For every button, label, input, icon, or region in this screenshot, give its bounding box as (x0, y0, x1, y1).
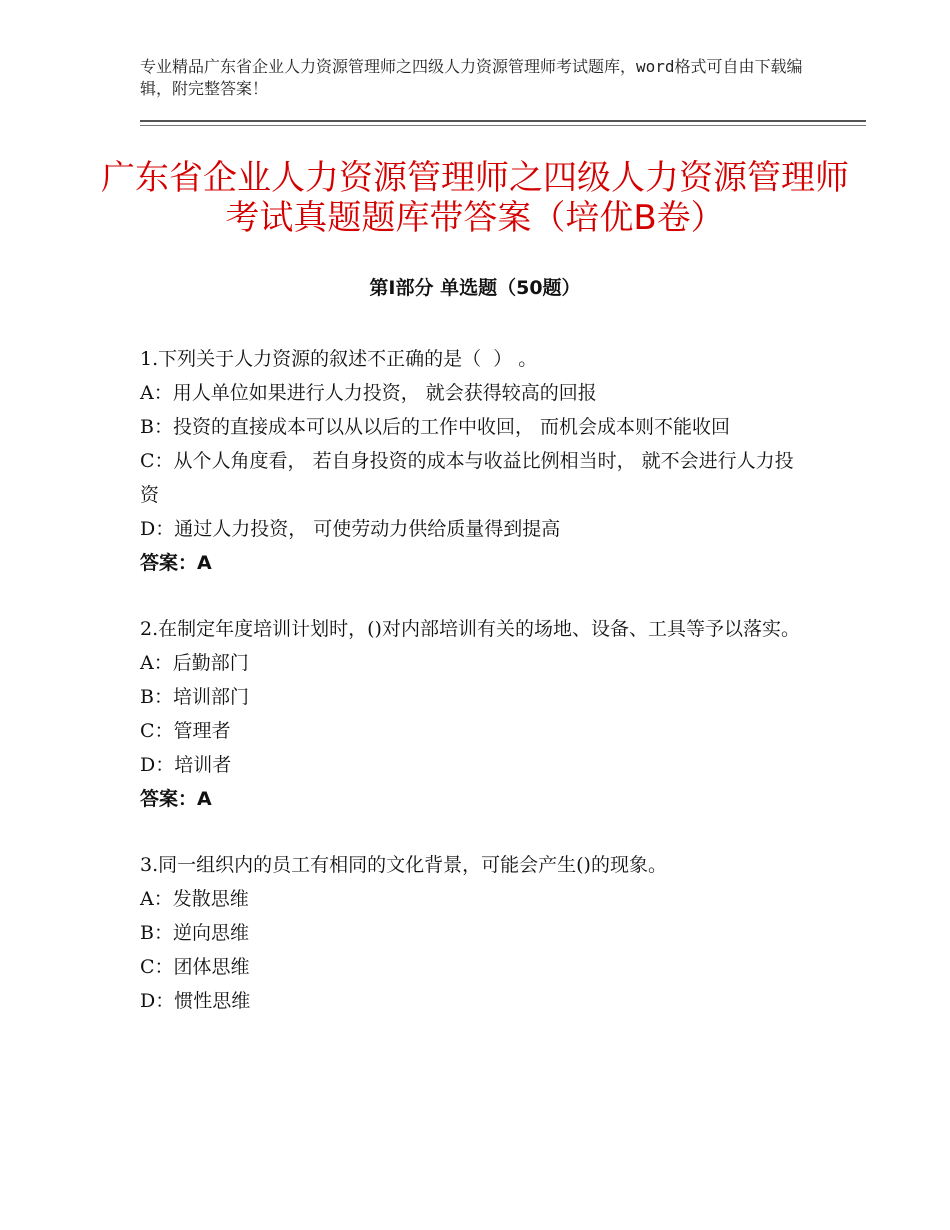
option-b: B：逆向思维 (140, 922, 249, 944)
question-2 (140, 612, 810, 816)
option-d: D：培训者 (140, 754, 232, 776)
option-b: B：培训部门 (140, 686, 249, 708)
section-title: 第Ⅰ部分 单选题（50题） (369, 277, 581, 299)
answer-label: 答案：A (140, 788, 212, 810)
option-a: A：发散思维 (140, 888, 249, 910)
question-stem: 2.在制定年度培训计划时，()对内部培训有关的场地、设备、工具等予以落实。 (140, 618, 800, 640)
option-a: A：用人单位如果进行人力投资， 就会获得较高的回报 (140, 382, 597, 404)
header-divider-thin (140, 125, 866, 126)
question-stem: 1.下列关于人力资源的叙述不正确的是（ ） 。 (140, 348, 538, 370)
option-d: D：通过人力投资， 可使劳动力供给质量得到提高 (140, 518, 561, 540)
option-c: C：管理者 (140, 720, 231, 742)
option-d: D：惯性思维 (140, 990, 251, 1012)
option-c: C：从个人角度看， 若自身投资的成本与收益比例相当时， 就不会进行人力投资 (140, 450, 794, 506)
option-a: A：后勤部门 (140, 652, 249, 674)
option-b: B：投资的直接成本可以从以后的工作中收回， 而机会成本则不能收回 (140, 416, 731, 438)
header-divider-thick (140, 120, 866, 122)
question-3 (140, 848, 810, 1018)
option-c: C：团体思维 (140, 956, 250, 978)
question-1 (140, 342, 810, 580)
header-note: 专业精品广东省企业人力资源管理师之四级人力资源管理师考试题库，word格式可自由下载编辑，附完整答案！ (140, 57, 803, 98)
answer-label: 答案：A (140, 552, 212, 574)
question-list (140, 342, 810, 1050)
document-title: 广东省企业人力资源管理师之四级人力资源管理师考试真题题库带答案（培优B卷） (101, 158, 849, 238)
question-stem: 3.同一组织内的员工有相同的文化背景，可能会产生()的现象。 (140, 854, 667, 876)
